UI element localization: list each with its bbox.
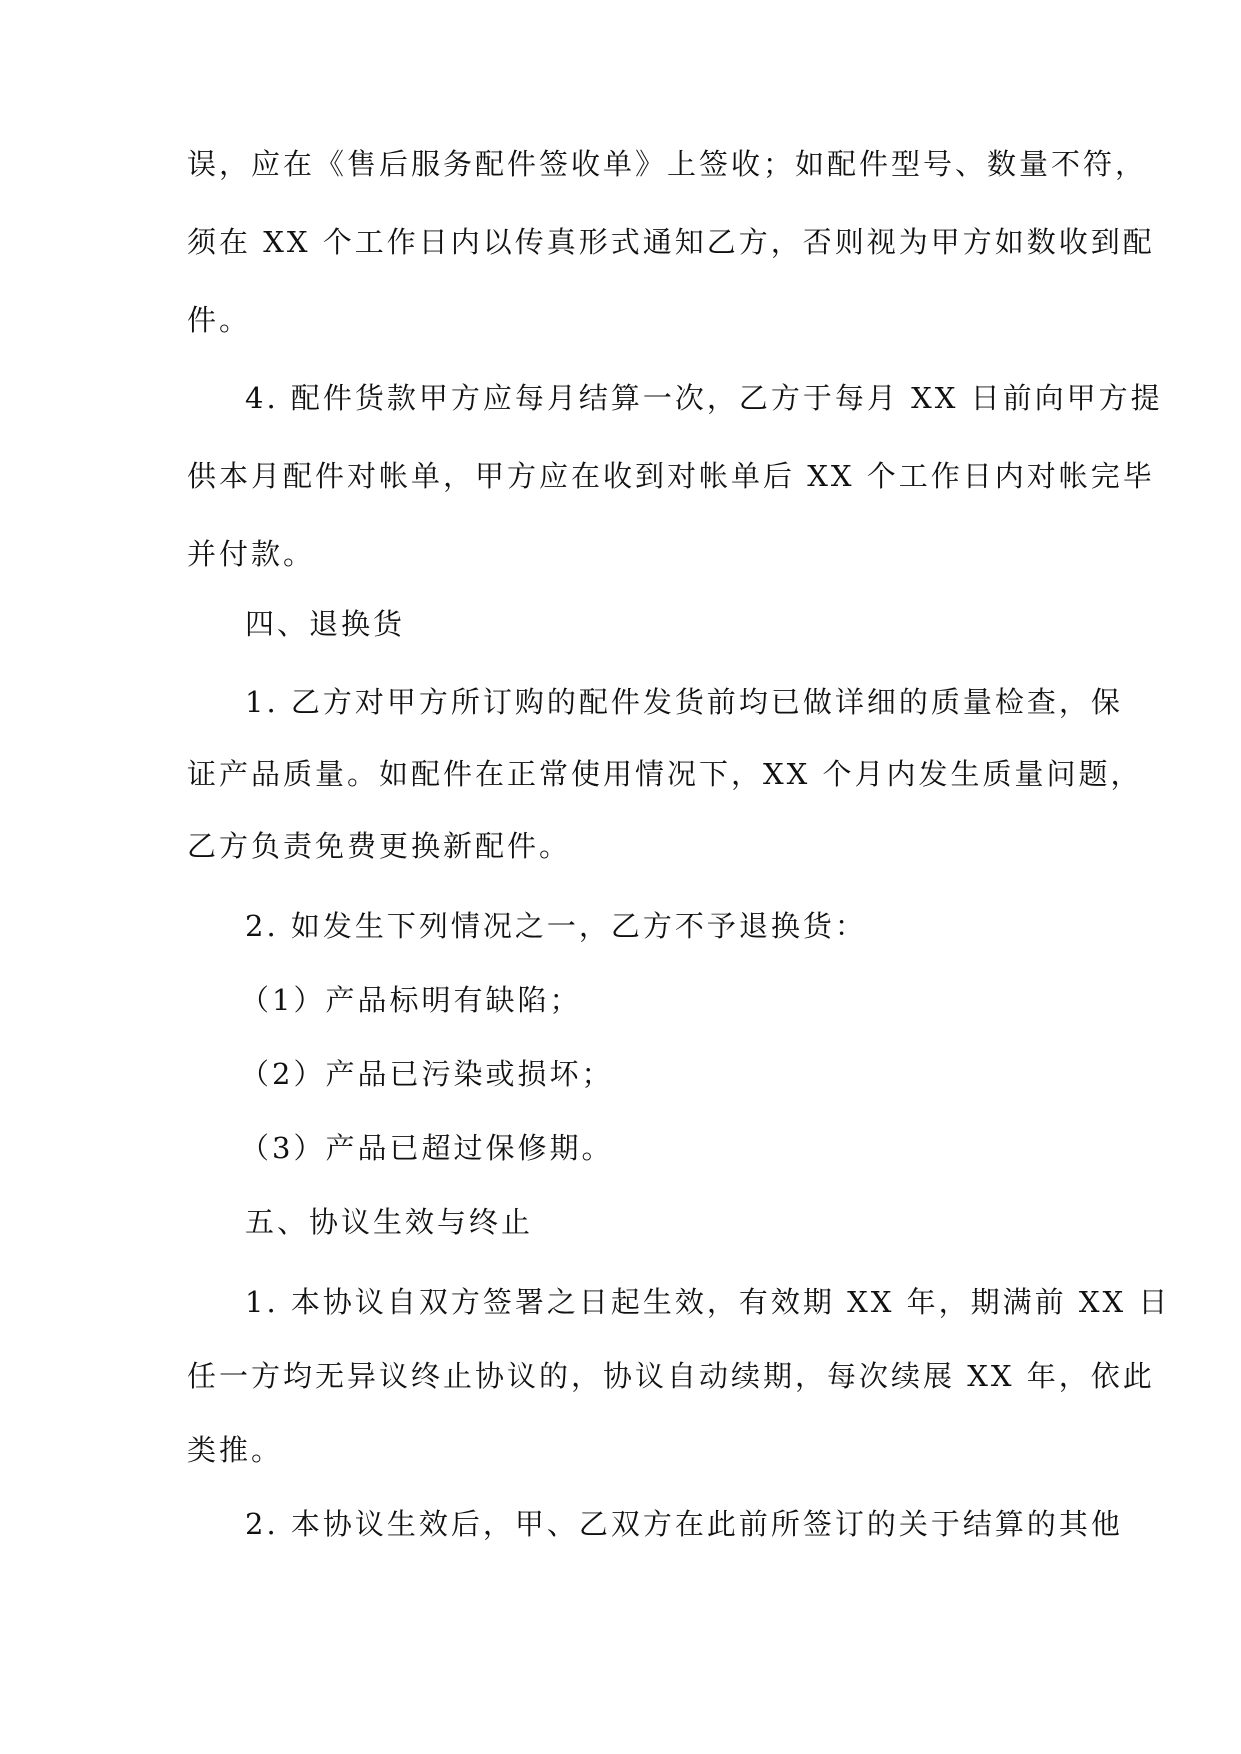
paragraph-line: 误，应在《售后服务配件签收单》上签收；如配件型号、数量不符， xyxy=(187,147,1148,181)
list-item: （1）产品标明有缺陷； xyxy=(240,983,582,1017)
paragraph-line: 类推。 xyxy=(187,1433,284,1467)
paragraph-line: 并付款。 xyxy=(187,537,316,571)
list-item: （3）产品已超过保修期。 xyxy=(240,1131,614,1165)
paragraph-line: 乙方负责免费更换新配件。 xyxy=(187,829,572,863)
paragraph-line: 件。 xyxy=(187,303,252,337)
list-item: （2）产品已污染或损坏； xyxy=(240,1057,614,1091)
paragraph-line: 1. 本协议自双方签署之日起生效，有效期 XX 年，期满前 XX 日 xyxy=(245,1285,1171,1319)
paragraph-line: 须在 XX 个工作日内以传真形式通知乙方，否则视为甲方如数收到配 xyxy=(187,225,1155,259)
section-heading: 五、协议生效与终止 xyxy=(245,1205,534,1239)
paragraph-line: 证产品质量。如配件在正常使用情况下，XX 个月内发生质量问题， xyxy=(187,757,1143,791)
paragraph-line: 4. 配件货款甲方应每月结算一次，乙方于每月 XX 日前向甲方提 xyxy=(245,381,1163,415)
paragraph-line: 2. 如发生下列情况之一，乙方不予退换货： xyxy=(245,909,867,943)
paragraph-line: 任一方均无异议终止协议的，协议自动续期，每次续展 XX 年，依此 xyxy=(187,1359,1155,1393)
section-heading: 四、退换货 xyxy=(245,607,406,641)
paragraph-line: 1. 乙方对甲方所订购的配件发货前均已做详细的质量检查，保 xyxy=(245,685,1123,719)
paragraph-line: 供本月配件对帐单，甲方应在收到对帐单后 XX 个工作日内对帐完毕 xyxy=(187,459,1155,493)
paragraph-line: 2. 本协议生效后，甲、乙双方在此前所签订的关于结算的其他 xyxy=(245,1507,1123,1541)
